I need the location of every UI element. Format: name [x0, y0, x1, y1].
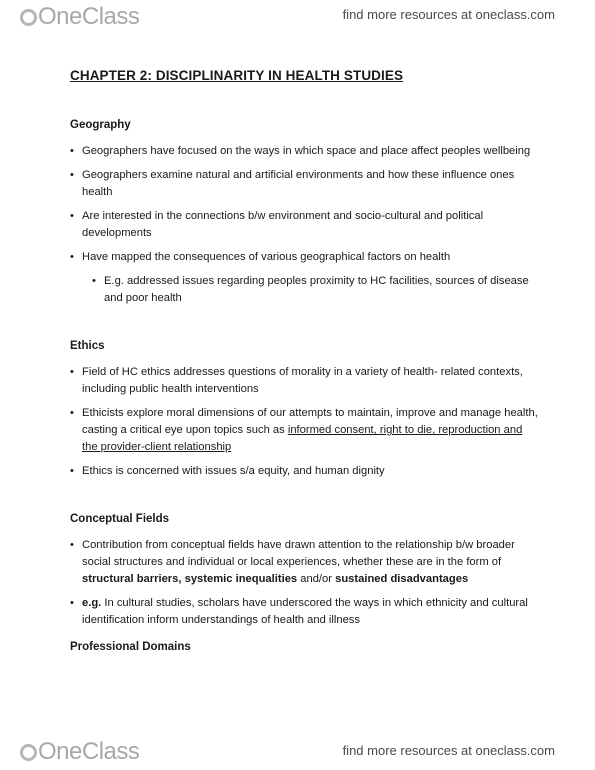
bullet-text: In cultural studies, scholars have underscored the ways in which ethnicity and cultural identification inform understandings of health and illness: [82, 597, 528, 626]
bullet-item: • Ethics is concerned with issues s/a equity, and human dignity: [70, 463, 540, 480]
bullet-text: Ethicists explore moral dimensions of our attempts to maintain, improve and manage health, casting a critical eye upon topics such as: [82, 407, 538, 436]
logo-ring-icon: [20, 9, 37, 26]
logo-text: OneClass: [38, 738, 140, 765]
section-heading-conceptual-fields: Conceptual Fields: [70, 513, 170, 525]
resources-link-bottom[interactable]: find more resources at oneclass.com: [342, 743, 555, 758]
bullet-item: [70, 405, 540, 456]
logo-text: OneClass: [38, 3, 140, 30]
bullet-item: • Field of HC ethics addresses questions of morality in a variety of health- related contexts, including public health interventions: [70, 364, 540, 398]
resources-link-top[interactable]: find more resources at oneclass.com: [342, 7, 555, 22]
bullet-item: [70, 537, 540, 588]
oneclass-logo[interactable]: [20, 2, 139, 32]
bold-term: structural barriers, systemic inequalities: [82, 573, 298, 585]
bullet-item: • Geographers examine natural and artificial environments and how these influence ones health: [70, 167, 540, 201]
bullet-text: Contribution from conceptual fields have drawn attention to the relationship b/w broader social structures and individual or local experiences, whether these are in the form of: [82, 539, 515, 568]
underlined-topics: informed consent, right to die, reproduction and the provider-client relationship: [82, 424, 523, 453]
bold-term: sustained disadvantages: [335, 573, 469, 585]
bullet-text: and/or: [297, 573, 336, 585]
bullet-item: [70, 595, 540, 629]
bullet-item: • Are interested in the connections b/w environment and socio-cultural and political developments: [70, 208, 540, 242]
chapter-title: CHAPTER 2: DISCIPLINARITY IN HEALTH STUDIES: [70, 68, 404, 83]
bullet-item: • Geographers have focused on the ways in which space and place affect peoples wellbeing: [70, 143, 540, 160]
sub-bullet-item: • E.g. addressed issues regarding peoples proximity to HC facilities, sources of disease and poor health: [92, 273, 540, 307]
section-heading-professional-domains: Professional Domains: [70, 641, 191, 653]
section-heading-geography: Geography: [70, 119, 131, 131]
oneclass-logo-footer[interactable]: [20, 737, 139, 767]
bullet-item: • Have mapped the consequences of various geographical factors on health: [70, 249, 540, 266]
logo-ring-icon: [20, 744, 37, 761]
section-heading-ethics: Ethics: [70, 340, 105, 352]
bold-term: e.g.: [82, 597, 102, 609]
document-body: [70, 68, 540, 665]
